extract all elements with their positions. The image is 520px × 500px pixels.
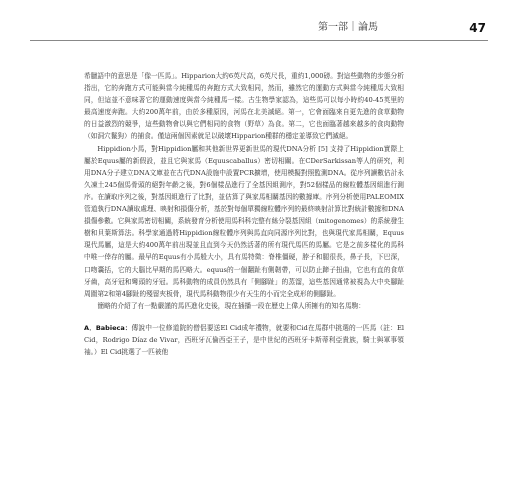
header-rule (30, 40, 488, 41)
paragraph: 希臘語中的意思是「像一匹馬」。Hipparion大約6英尺高，6英尺長，重約1,000磅。對這些動物的步態分析指出，它的奔跑方式可能與當今純種馬的奔跑方式大致相同，然而，雖然它的運動方式與當今純種馬大致相同，但這並不意味著它的運動速度與當今純種馬一樣。古生物學家認為，這些馬可以每小時約40-45英里的最高速度奔跑。大約200萬年前，由於多種原因，河馬在北美滅絕。第一，它會面臨來自更先進的食草動物的日益激烈的競爭，這些動物會以與它們相同的食物（野草）為食。第二，它也面臨著越來越多的食肉動物（如洞穴鬣狗）的捕食。僅這兩個因素就足以破壞Hipparion種群的穩定並導致它們滅絕。 (84, 72, 404, 141)
chapter-label: 第一部｜論馬 (318, 22, 378, 33)
paragraph-gap (84, 312, 404, 322)
paragraph: Hippidion小馬，對Hippidion屬和其他新世界更新世馬的現代DNA分析 [5] 支持了Hippidion實際上屬於Equus屬的新假設，並且它與家馬（Equuscaballus）密切相關。在CDerSarkissan等人的研究，利用DNA分子建立DNA文庫並在古代DNA設施中設置PCR擴增，使用模擬對照監測DNA。從序列讀數估計永久凍土245個馬骨頭的絕對年齡之後，對6個樣品進行了全基因組測序，對52個樣品的線粒體基因組進行測序。在讀取序列之後，對基因組進行了比對，並估算了與家馬相關基因的數據庫。序列分析使用PALEOMIX管道執行DNA讀取處理、映射和損傷分析，基於對每個單獨線粒體序列的最終映射計算比對統計數據和DNA損傷參數。它與家馬密切相關，系統發育分析使用馬科科完整有絲分裂基因組（mitogenomes）的系統發生樹和貝葉斯算法。科學家通過將Hippidion線粒體序列與馬直向同源序列比對，也與現代家馬相關，Equus現代馬屬，這是大約400萬年前出現並且直到今天仍然活著的所有現代馬匹的馬屬。它是之前多樣化的馬科中唯一倖存的屬。最早的Equus有小馬般大小，具有馬特徵：脊椎僵硬，脖子和腿很長，鼻子長，下巴深，口吻囊括，它的大腦比早期的馬匹略大。equus的一個翻趾有側韌帶，可以防止蹄子扭曲，它也有直的食草牙齒，高牙冠和彎頭的牙冠。馬科動物的成員仍然具有「側腳趾」的蒸馏，這些基因通常被視為大中央腳趾周圍第2和第4腳趾的殘留夾板骨，現代馬科動物很少有天生的小而完全成形的側腳趾。 (84, 144, 404, 298)
example-paragraph (84, 322, 404, 358)
body-text (84, 70, 404, 358)
example-text: 傳說中一位修道院的僧侶要送El Cid成年禮物，就要和Cid在馬群中挑選的一匹馬（註：El Cid，Rodrigo Díaz de Vivar，西班牙瓦倫西亞王子，是中世紀的西班牙卡斯蒂利亞貴族，騎士與軍事領袖。）El Cid挑選了一匹被他 (84, 323, 404, 357)
paragraph: 簡略的介紹了有一點嚴謹的馬匹進化史後，現在插播一段在歷史上偉人所擁有的知名馬駒： (97, 301, 365, 310)
page-number: 47 (469, 21, 486, 35)
running-header (318, 18, 486, 38)
example-label: A．Babieca： (84, 323, 132, 332)
